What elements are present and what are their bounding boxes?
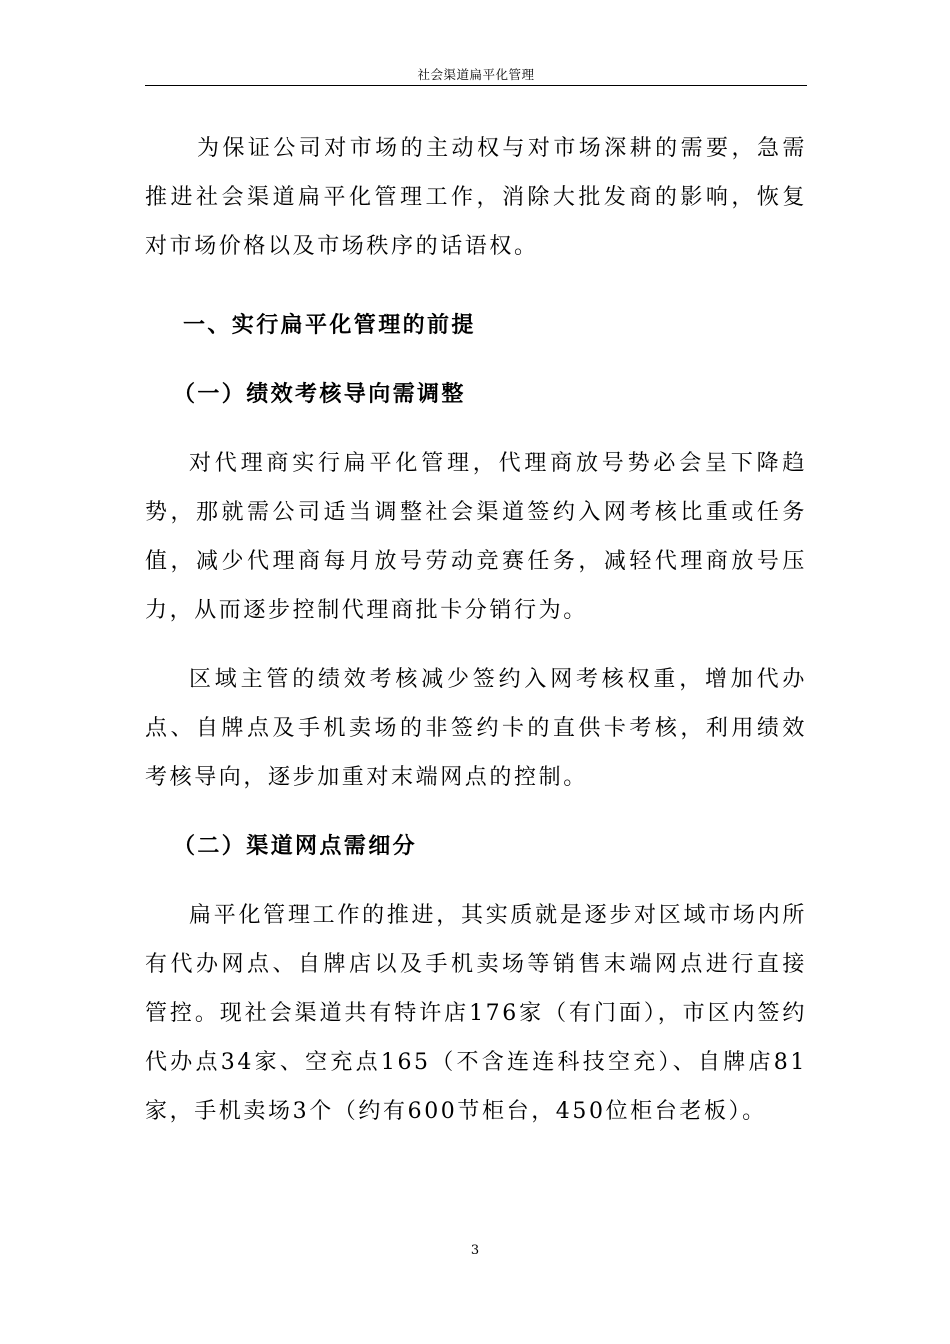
subsection-heading-1: （一）绩效考核导向需调整 [173, 382, 466, 407]
document-body [145, 124, 807, 1136]
paragraph: 对代理商实行扁平化管理，代理商放号势必会呈下降趋势，那就需公司适当调整社会渠道签约入网考核比重或任务值，减少代理商每月放号劳动竞赛任务，减轻代理商放号压力，从而逐步控制代理商批卡分销行为。 [145, 451, 807, 623]
paragraph: 区域主管的绩效考核减少签约入网考核权重，增加代办点、自牌点及手机卖场的非签约卡的直供卡考核，利用绩效考核导向，逐步加重对末端网点的控制。 [145, 667, 807, 790]
paragraph: 扁平化管理工作的推进，其实质就是逐步对区域市场内所有代办网点、自牌店以及手机卖场等销售末端网点进行直接管控。现社会渠道共有特许店176家（有门面），市区内签约代办点34家、空充点165（不含连连科技空充）、自牌店81家，手机卖场3个（约有600节柜台，450位柜台老板）。 [145, 903, 807, 1124]
header-divider [145, 85, 807, 86]
spacer [145, 871, 807, 891]
page-number: 3 [470, 1243, 480, 1258]
subsection-heading-2: （二）渠道网点需细分 [173, 834, 418, 859]
spacer [145, 802, 807, 822]
intro-paragraph: 为保证公司对市场的主动权与对市场深耕的需要，急需推进社会渠道扁平化管理工作，消除大批发商的影响，恢复对市场价格以及市场秩序的话语权。 [145, 136, 807, 259]
section-heading: 一、实行扁平化管理的前提 [183, 313, 476, 338]
spacer [145, 635, 807, 655]
spacer [145, 419, 807, 439]
spacer [145, 271, 807, 301]
spacer [145, 350, 807, 370]
running-header: 社会渠道扁平化管理 [417, 67, 535, 82]
